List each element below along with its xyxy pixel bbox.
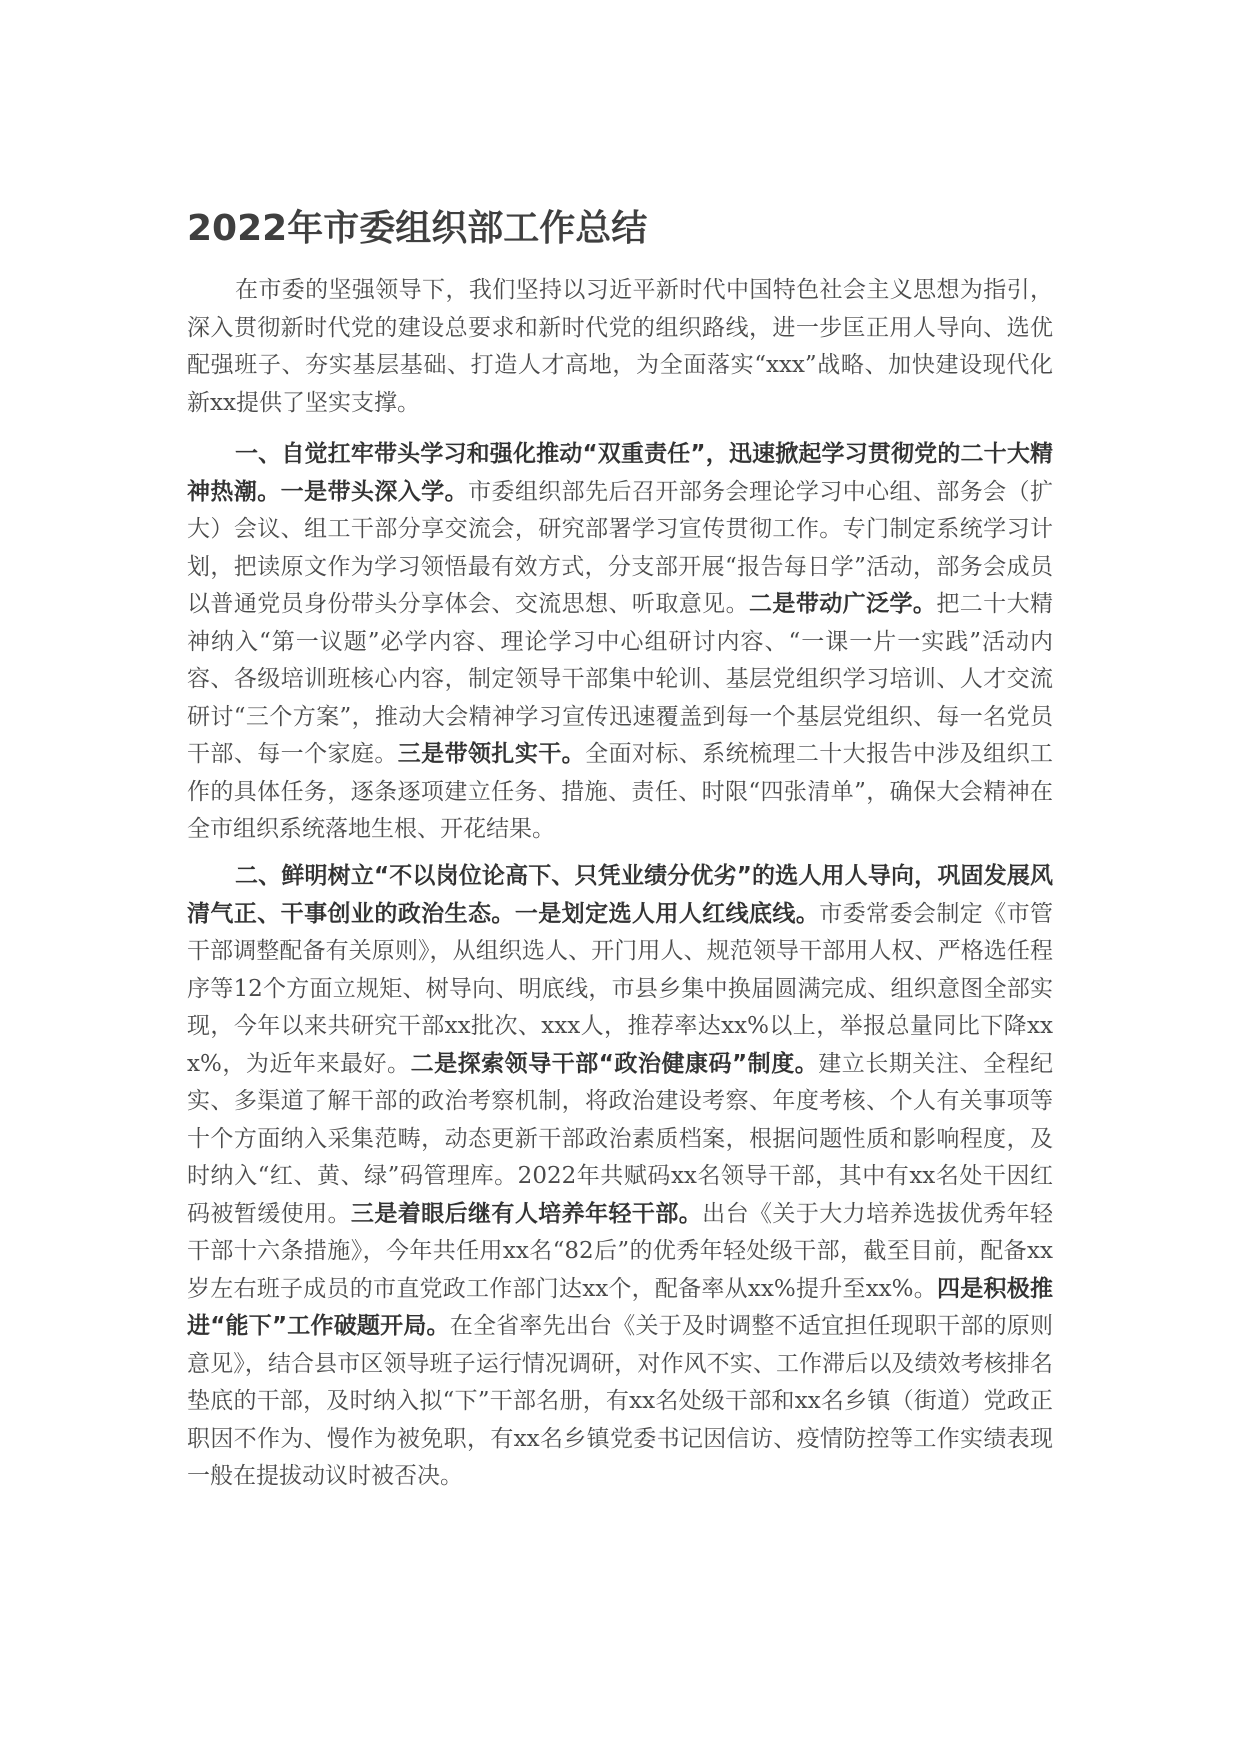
section-2-item-4-label: 四是积极推进“能下”工作破题开局。 bbox=[187, 1275, 1053, 1339]
section-2-item-1-text: 市委常委会制定《市管干部调整配备有关原则》，从组织选人、开门用人、规范领导干部用人权、严格选任程序等12个方面立规矩、树导向、明底线，市县乡集中换届圆满完成、组织意图全部实现，今年以来共研究干部xx批次、xxx人，推荐率达xx%以上，举报总量同比下降xxx%，为近年来最好。 bbox=[187, 900, 1054, 1077]
section-1-heading: 一、自觉扛牢带头学习和强化推动“双重责任”，迅速掀起学习贯彻党的二十大精神热潮。 bbox=[187, 441, 1053, 505]
document-title: 2022年市委组织部工作总结 bbox=[187, 208, 648, 249]
section-2-item-3-label: 三是着眼后继有人培养年轻干部。 bbox=[350, 1200, 703, 1227]
section-1-item-1-label: 一是带头深入学。 bbox=[280, 478, 469, 505]
section-2-item-2-text: 建立长期关注、全程纪实、多渠道了解干部的政治考察机制，将政治建设考察、年度考核、个人有关事项等十个方面纳入采集范畴，动态更新干部政治素质档案，根据问题性质和影响程度，及时纳入“红、黄、绿”码管理库。2022年共赋码xx名领导干部，其中有xx名处干因红码被暂缓使用。 bbox=[187, 1050, 1054, 1227]
intro-paragraph: 在市委的坚强领导下，我们坚持以习近平新时代中国特色社会主义思想为指引，深入贯彻新时代党的建设总要求和新时代党的组织路线，进一步匡正用人导向、选优配强班子、夯实基层基础、打造人才高地，为全面落实“xxx”战略、加快建设现代化新xx提供了坚实支撑。 bbox=[187, 277, 1053, 416]
section-1-paragraph bbox=[187, 436, 1053, 849]
section-2-heading: 二、鲜明树立“不以岗位论高下、只凭业绩分优劣”的选人用人导向，巩固发展风清气正、干事创业的政治生态。 bbox=[187, 863, 1053, 927]
section-1-item-3-label: 三是带领扎实干。 bbox=[397, 741, 586, 767]
section-1-item-3-text: 全面对标、系统梳理二十大报告中涉及组织工作的具体任务，逐条逐项建立任务、措施、责任、时限“四张清单”，确保大会精神在全市组织系统落地生根、开花结果。 bbox=[187, 741, 1054, 842]
section-2-item-4-text: 在全省率先出台《关于及时调整不适宜担任现职干部的原则意见》，结合县市区领导班子运行情况调研，对作风不实、工作滞后以及绩效考核排名垫底的干部，及时纳入拟“下”干部名册，有xx名处级干部和xx名乡镇（街道）党政正职因不作为、慢作为被免职，有xx名乡镇党委书记因信访、疫情防控等工作实绩表现一般在提拔动议时被否决。 bbox=[187, 1313, 1054, 1489]
section-1-item-2-label: 二是带动广泛学。 bbox=[749, 591, 937, 617]
section-2-item-2-label: 二是探索领导干部“政治健康码”制度。 bbox=[410, 1050, 819, 1077]
section-1-item-1-text: 市委组织部先后召开部务会理论学习中心组、部务会（扩大）会议、组工干部分享交流会，研究部署学习宣传贯彻工作。专门制定系统学习计划，把读原文作为学习领悟最有效方式，分支部开展“报告每日学”活动，部务会成员以普通党员身份带头分享体会、交流思想、听取意见。 bbox=[187, 478, 1054, 617]
section-2-item-3-text: 出台《关于大力培养选拔优秀年轻干部十六条措施》，今年共任用xx名“82后”的优秀年轻处级干部，截至目前，配备xx岁左右班子成员的市直党政工作部门达xx个，配备率从xx%提升至xx%。 bbox=[187, 1200, 1054, 1302]
section-2-paragraph bbox=[187, 858, 1053, 1496]
section-2-item-1-label: 一是划定选人用人红线底线。 bbox=[514, 900, 820, 927]
section-1-item-2-text: 把二十大精神纳入“第一议题”必学内容、理论学习中心组研讨内容、“一课一片一实践”活动内容、各级培训班核心内容，制定领导干部集中轮训、基层党组织学习培训、人才交流研讨“三个方案”，推动大会精神学习宣传迅速覆盖到每一个基层党组织、每一名党员干部、每一个家庭。 bbox=[187, 591, 1054, 767]
